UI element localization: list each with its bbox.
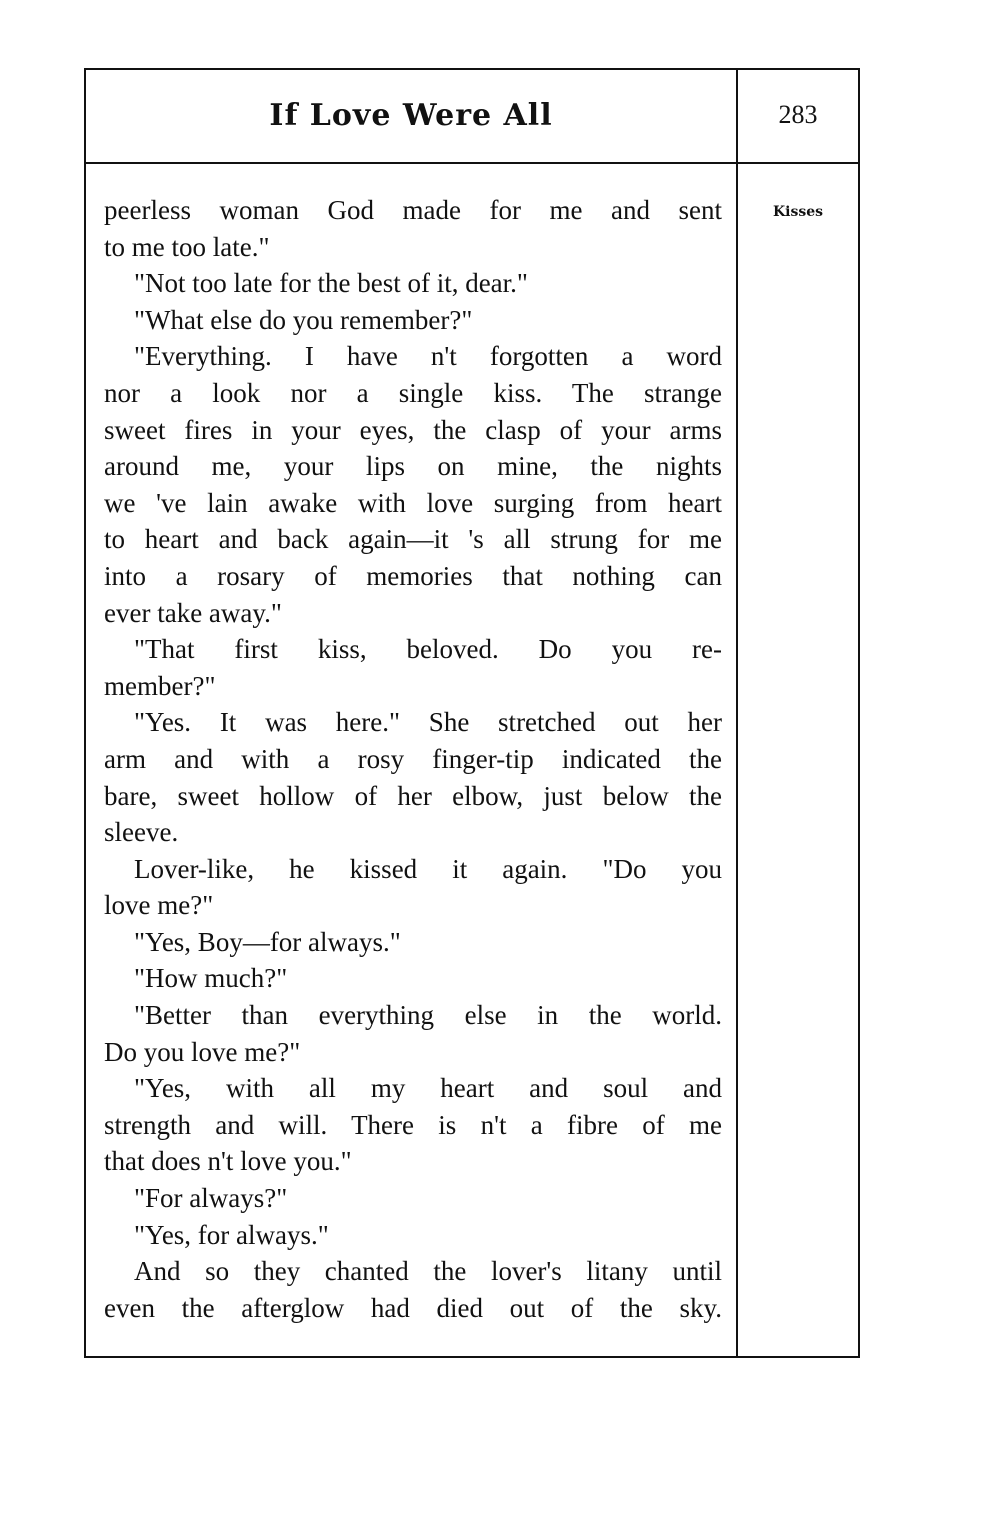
text-line: to heart and back again—it 's all strung for me [104,524,722,555]
text-line: strength and will. There is n't a fibre of me [104,1109,722,1140]
text-line: "How much?" [134,963,288,994]
text-line: sleeve. [104,817,179,848]
page-number: 283 [778,100,818,129]
body-text [104,192,722,1326]
header-divider [84,162,860,164]
text-line: "Yes. It was here." She stretched out her [134,707,722,738]
margin-column-divider [736,68,738,1358]
text-line: "Everything. I have n't forgotten a word [134,341,722,372]
text-line: arm and with a rosy finger-tip indicated the [104,743,722,774]
text-line: even the afterglow had died out of the sky. [104,1292,722,1323]
text-line: Do you love me?" [104,1036,301,1067]
text-line: "Yes, with all my heart and soul and [134,1073,722,1104]
text-line: into a rosary of memories that nothing can [104,560,722,591]
text-line: that does n't love you." [104,1146,352,1177]
text-line: bare, sweet hollow of her elbow, just below the [104,780,722,811]
text-line: member?" [104,670,216,701]
text-line: "Not too late for the best of it, dear." [134,268,528,299]
text-line: "That first kiss, beloved. Do you re- [134,634,722,665]
text-line: "Yes, for always." [134,1219,329,1250]
text-line: "What else do you remember?" [134,304,473,335]
margin-note: Kisses [772,204,824,220]
text-line: to me too late." [104,231,270,262]
text-line: we 've lain awake with love surging from heart [104,487,722,518]
text-line: "Yes, Boy—for always." [134,926,401,957]
text-line: ever take away." [104,597,282,628]
text-line: "For always?" [134,1183,288,1214]
running-title: If Love Were All [269,97,553,133]
text-line: peerless woman God made for me and sent [104,195,722,225]
text-line: nor a look nor a single kiss. The strange [104,377,722,408]
text-line: sweet fires in your eyes, the clasp of your arms [104,414,722,445]
text-line: love me?" [104,890,214,921]
text-line: And so they chanted the lover's litany until [134,1256,722,1287]
text-line: around me, your lips on mine, the nights [104,451,722,482]
text-line: Lover-like, he kissed it again. "Do you [134,853,722,884]
text-line: "Better than everything else in the world. [134,1000,722,1031]
